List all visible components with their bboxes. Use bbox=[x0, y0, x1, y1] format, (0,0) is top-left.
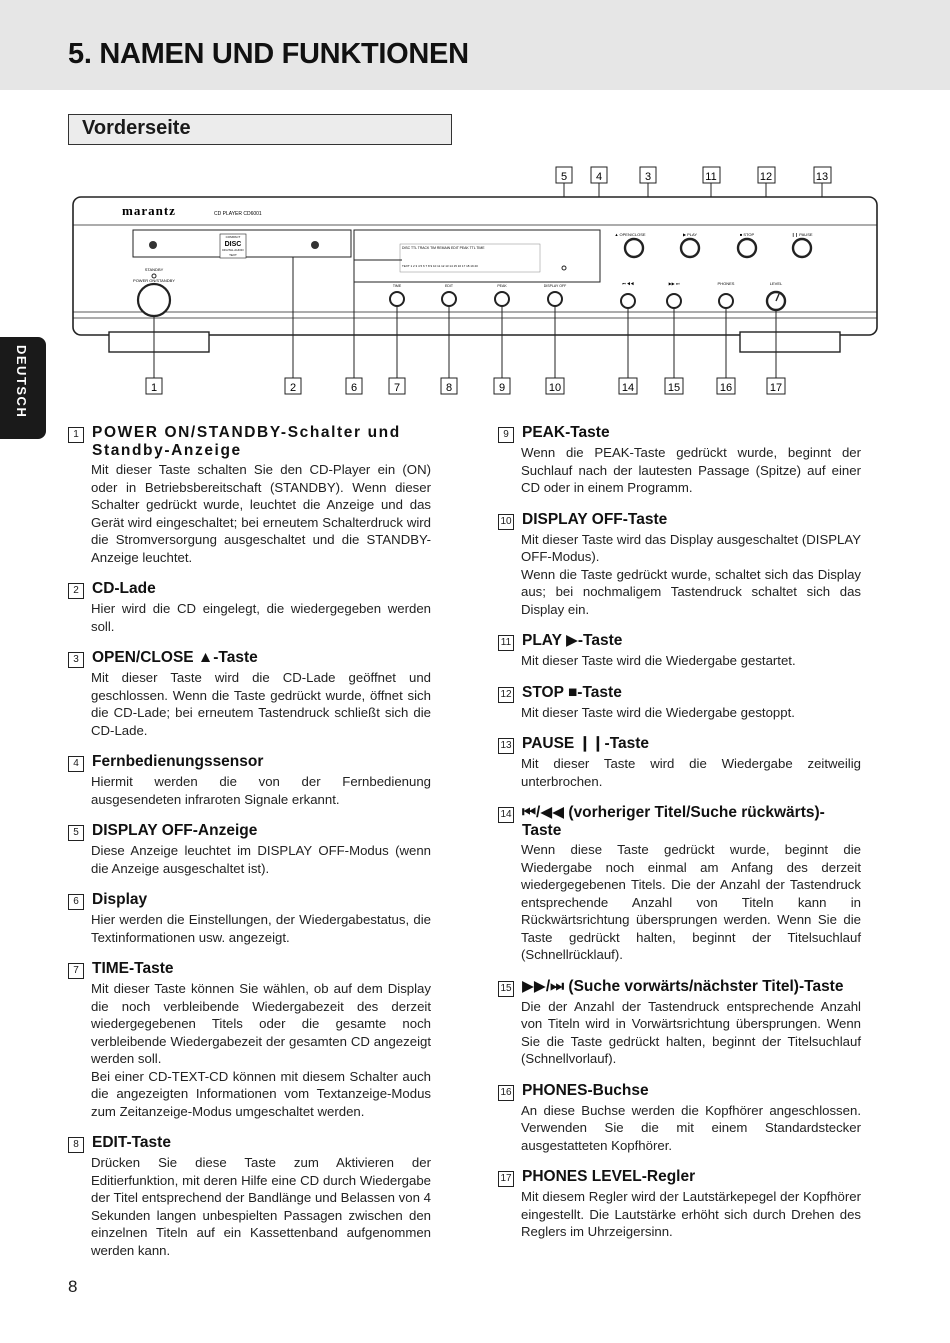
item-description: Drücken Sie diese Taste zum Aktivieren der Editierfunktion, mit deren Hilfe eine CD durch Wiedergabe der Titel entsprechend der Bandlänge und Belassen von 4 Sekunden langen unbespielten Passagen zwischen den einzelnen Titeln auf ein Kassettenband aufgenommen werden kann. bbox=[91, 1155, 431, 1258]
item-number: 8 bbox=[68, 1137, 84, 1153]
callout-4 bbox=[591, 167, 607, 183]
svg-text:DIGITAL AUDIO: DIGITAL AUDIO bbox=[222, 248, 244, 252]
item-title: ⏮/◀◀ (vorheriger Titel/Suche rückwärts)-Taste bbox=[522, 804, 825, 839]
item-title: ▶▶/⏭ (Suche vorwärts/nächster Titel)-Taste bbox=[522, 977, 844, 995]
display-track-row: TEXT 1 2 3 4 5 6 7 8 9 10 11 12 13 14 15 16 17 18 19 20 bbox=[402, 264, 478, 268]
item-number: 13 bbox=[498, 738, 514, 754]
item-1 bbox=[68, 424, 431, 566]
item-4 bbox=[68, 753, 431, 808]
compact-disc-logo bbox=[220, 234, 246, 258]
item-description: Hier werden die Einstellungen, der Wiedergabestatus, die Textinformationen usw. angezeigt. bbox=[91, 912, 431, 945]
item-description: Mit dieser Taste wird die Wiedergabe gestoppt. bbox=[521, 704, 795, 720]
item-9 bbox=[498, 424, 861, 497]
item-number: 3 bbox=[68, 652, 84, 668]
item-number: 10 bbox=[498, 514, 514, 530]
svg-text:17: 17 bbox=[769, 382, 783, 394]
time-button[interactable] bbox=[390, 292, 404, 306]
svg-text:14: 14 bbox=[621, 382, 635, 394]
next-button[interactable] bbox=[667, 294, 681, 308]
section-title: Vorderseite bbox=[82, 117, 191, 139]
play-label: ▶ PLAY bbox=[682, 232, 698, 237]
callout-1 bbox=[146, 378, 162, 394]
item-description: Mit dieser Taste wird die Wiedergabe gestartet. bbox=[521, 653, 796, 668]
brand-logo: marantz bbox=[122, 203, 176, 218]
item-12 bbox=[498, 684, 861, 722]
callout-7 bbox=[389, 378, 405, 394]
callout-12-label: 12 bbox=[759, 171, 773, 183]
callout-3 bbox=[640, 167, 656, 183]
svg-text:2: 2 bbox=[289, 382, 297, 394]
item-description: Wenn diese Taste gedrückt wurde, beginnt die Wiedergabe noch einmal am Anfang des derzeit wiedergegebenen Titels. Die der Anzahl der Tastendruck entsprechende Anzahl von Titeln kann in Rückwärtsrichtung übersprungen werden. Wenn Sie die Taste gedrückt halten, beginnt der Titelsuchlauf (Schnellrücklauf). bbox=[521, 842, 861, 962]
pause-label: ❙❙ PAUSE bbox=[791, 232, 813, 237]
item-description: Mit dieser Taste wird die CD-Lade geöffnet und geschlossen. Wenn die Taste gedrückt wurde, öffnet sich die CD-Lade; bei erneutem Tastendruck schließt sich die CD-Lade. bbox=[91, 670, 431, 738]
open-close-label: ▲ OPEN/CLOSE bbox=[614, 232, 646, 237]
peak-button[interactable] bbox=[495, 292, 509, 306]
callout-16 bbox=[717, 378, 735, 394]
item-number: 14 bbox=[498, 807, 514, 823]
stop-button[interactable] bbox=[738, 239, 756, 257]
item-3 bbox=[68, 649, 431, 739]
svg-text:9: 9 bbox=[498, 382, 506, 394]
svg-text:8: 8 bbox=[445, 382, 453, 394]
display-off-label: DISPLAY OFF bbox=[543, 284, 567, 288]
item-number: 16 bbox=[498, 1085, 514, 1101]
item-number: 4 bbox=[68, 756, 84, 772]
items-column-left bbox=[68, 424, 431, 1273]
display-segments: DISC TTL TRACK TIM REMAIN EDIT PEAK TTL TIME bbox=[402, 246, 485, 250]
item-number: 7 bbox=[68, 963, 84, 979]
callout-5-label: 5 bbox=[560, 171, 568, 183]
model-label: CD PLAYER CD6001 bbox=[214, 211, 262, 217]
front-panel-diagram bbox=[0, 160, 950, 400]
callout-13-label: 13 bbox=[815, 171, 829, 183]
svg-text:15: 15 bbox=[667, 382, 681, 394]
tray-screw-right bbox=[311, 241, 319, 249]
foot-left bbox=[109, 332, 209, 352]
item-title: POWER ON/STANDBY-Schalter und Standby-Anzeige bbox=[92, 424, 401, 459]
item-description: Diese Anzeige leuchtet im DISPLAY OFF-Modus (wenn die Anzeige ausgeschaltet ist). bbox=[91, 843, 431, 876]
item-13 bbox=[498, 735, 861, 790]
prev-button[interactable] bbox=[621, 294, 635, 308]
foot-right bbox=[740, 332, 840, 352]
svg-text:TEXT: TEXT bbox=[229, 253, 237, 257]
level-label: LEVEL bbox=[769, 281, 783, 286]
item-description: Hiermit werden die von der Fernbedienung ausgesendeten infraroten Signale erkannt. bbox=[91, 774, 431, 807]
item-number: 12 bbox=[498, 687, 514, 703]
callout-4-label: 4 bbox=[595, 171, 603, 183]
callout-3-label: 3 bbox=[644, 171, 652, 183]
stop-label: ■ STOP bbox=[739, 232, 755, 237]
svg-text:16: 16 bbox=[719, 382, 733, 394]
item-description: An diese Buchse werden die Kopfhörer angeschlossen. Verwenden Sie die mit einem Standardstecker ausgestatteten Kopfhörer. bbox=[521, 1102, 861, 1153]
tray-screw-left bbox=[149, 241, 157, 249]
item-number: 1 bbox=[68, 427, 84, 443]
page-number: 8 bbox=[68, 1277, 78, 1296]
chapter-title: 5. NAMEN UND FUNKTIONEN bbox=[68, 38, 469, 70]
callout-5 bbox=[556, 167, 572, 183]
item-description: Die der Anzahl der Tastendruck entsprechende Anzahl von Titeln wird in Vorwärtsrichtung übersprungen. Wenn Sie die Taste gedrückt halten, beginnt der Titelsuchlauf (Schnellvorlauf). bbox=[521, 998, 861, 1066]
open-close-button[interactable] bbox=[625, 239, 643, 257]
item-description: Mit dieser Taste wird das Display ausgeschaltet (DISPLAY OFF-Modus). Wenn die Taste gedrückt wurde, schaltet sich das Display aus; bei nochmaligem Tastendruck schaltet sich das Display ein. bbox=[521, 531, 861, 617]
item-5 bbox=[68, 822, 431, 877]
callout-17 bbox=[767, 378, 785, 394]
callout-13 bbox=[814, 167, 831, 183]
item-title: EDIT-Taste bbox=[92, 1134, 171, 1151]
item-number: 5 bbox=[68, 825, 84, 841]
svg-text:6: 6 bbox=[350, 382, 358, 394]
callout-6 bbox=[346, 378, 362, 394]
item-description: Mit dieser Taste wird die Wiedergabe zeitweilig unterbrochen. bbox=[521, 756, 861, 789]
items-column-right bbox=[498, 424, 861, 1255]
item-description: Mit diesem Regler wird der Lautstärkepegel der Kopfhörer eingestellt. Die Lautstärke erhöht sich durch Drehen des Reglers im Uhrzeigersinn. bbox=[521, 1189, 861, 1239]
pause-button[interactable] bbox=[793, 239, 811, 257]
item-description: Wenn die PEAK-Taste gedrückt wurde, beginnt der Suchlauf nach der lautesten Passage (Spitze) auf einer CD oder in einem Programm. bbox=[521, 445, 861, 495]
item-title: Display bbox=[92, 891, 148, 908]
item-title: DISPLAY OFF-Taste bbox=[522, 510, 668, 528]
item-10 bbox=[498, 511, 861, 619]
callout-10 bbox=[546, 378, 564, 394]
item-title: OPEN/CLOSE ▲-Taste bbox=[92, 649, 258, 666]
callout-12 bbox=[758, 167, 775, 183]
item-number: 17 bbox=[498, 1171, 514, 1187]
power-label: POWER ON/STANDBY bbox=[133, 278, 175, 283]
power-button[interactable] bbox=[138, 284, 170, 316]
item-title: Fernbedienungssensor bbox=[92, 753, 264, 770]
callout-11-label: 11 bbox=[705, 171, 717, 183]
item-11 bbox=[498, 632, 861, 670]
edit-button[interactable] bbox=[442, 292, 456, 306]
svg-text:DISC: DISC bbox=[224, 241, 242, 248]
time-label: TIME bbox=[392, 284, 402, 288]
item-6 bbox=[68, 891, 431, 946]
svg-text:7: 7 bbox=[393, 382, 401, 394]
callout-11 bbox=[703, 167, 720, 183]
item-title: PHONES LEVEL-Regler bbox=[522, 1168, 696, 1185]
item-description: Hier wird die CD eingelegt, die wiedergegeben werden soll. bbox=[91, 601, 431, 634]
svg-text:10: 10 bbox=[548, 382, 562, 394]
item-2 bbox=[68, 580, 431, 635]
item-title: PEAK-Taste bbox=[522, 424, 610, 441]
item-title: CD-Lade bbox=[92, 580, 156, 597]
item-number: 9 bbox=[498, 427, 514, 443]
language-tab-label: DEUTSCH bbox=[14, 345, 29, 419]
callout-8 bbox=[441, 378, 457, 394]
callout-15 bbox=[665, 378, 683, 394]
item-title: DISPLAY OFF-Anzeige bbox=[92, 822, 258, 839]
item-17 bbox=[498, 1168, 861, 1241]
phones-label: PHONES bbox=[717, 281, 735, 286]
item-8 bbox=[68, 1134, 431, 1259]
item-title: PHONES-Buchse bbox=[522, 1081, 649, 1099]
item-number: 2 bbox=[68, 583, 84, 599]
edit-label: EDIT bbox=[445, 284, 453, 288]
section-heading-box bbox=[68, 114, 452, 145]
remote-sensor bbox=[562, 266, 566, 270]
prev-label: ⏮ ◀◀ bbox=[622, 281, 634, 286]
phones-jack[interactable] bbox=[719, 294, 733, 308]
next-label: ▶▶ ⏭ bbox=[668, 281, 680, 286]
standby-label: STANDBY bbox=[144, 267, 164, 272]
item-title: STOP ■-Taste bbox=[522, 683, 622, 701]
peak-label: PEAK bbox=[497, 284, 507, 288]
item-number: 15 bbox=[498, 981, 514, 997]
item-number: 11 bbox=[498, 635, 514, 651]
item-7 bbox=[68, 960, 431, 1120]
item-14 bbox=[498, 804, 861, 964]
item-title: PLAY ▶-Taste bbox=[522, 632, 623, 649]
callout-9 bbox=[494, 378, 510, 394]
svg-text:COMPACT: COMPACT bbox=[225, 235, 241, 239]
callout-14 bbox=[619, 378, 637, 394]
callout-2 bbox=[285, 378, 301, 394]
svg-text:1: 1 bbox=[150, 382, 158, 394]
display-off-button[interactable] bbox=[548, 292, 562, 306]
item-number: 6 bbox=[68, 894, 84, 910]
item-title: PAUSE ❙❙-Taste bbox=[522, 735, 650, 752]
play-button[interactable] bbox=[681, 239, 699, 257]
item-title: TIME-Taste bbox=[92, 960, 174, 977]
item-15 bbox=[498, 978, 861, 1068]
item-description: Mit dieser Taste schalten Sie den CD-Player ein (ON) oder in Betriebsbereitschaft (STANDBY). Wenn dieser Schalter gedrückt wurde, leuchtet die Anzeige und das Gerät wird eingeschaltet; bei erneutem Schalterdruck wird die Stromversorgung ausgeschaltet und die STANDBY-Anzeige leuchtet. bbox=[91, 462, 431, 565]
item-description: Mit dieser Taste können Sie wählen, ob auf dem Display die noch verbleibende Wiedergabezeit des derzeit wiedergegebenen Titels oder die gesamte noch verbleibende Wiedergabezeit der gesamten CD angezeigt werden soll. Bei einer CD-TEXT-CD können mit diesem Schalter auch die angezeigten Informationen vom Textanzeige-Modus zum Zeitanzeige-Modus umgeschaltet werden. bbox=[91, 981, 431, 1119]
item-16 bbox=[498, 1082, 861, 1155]
